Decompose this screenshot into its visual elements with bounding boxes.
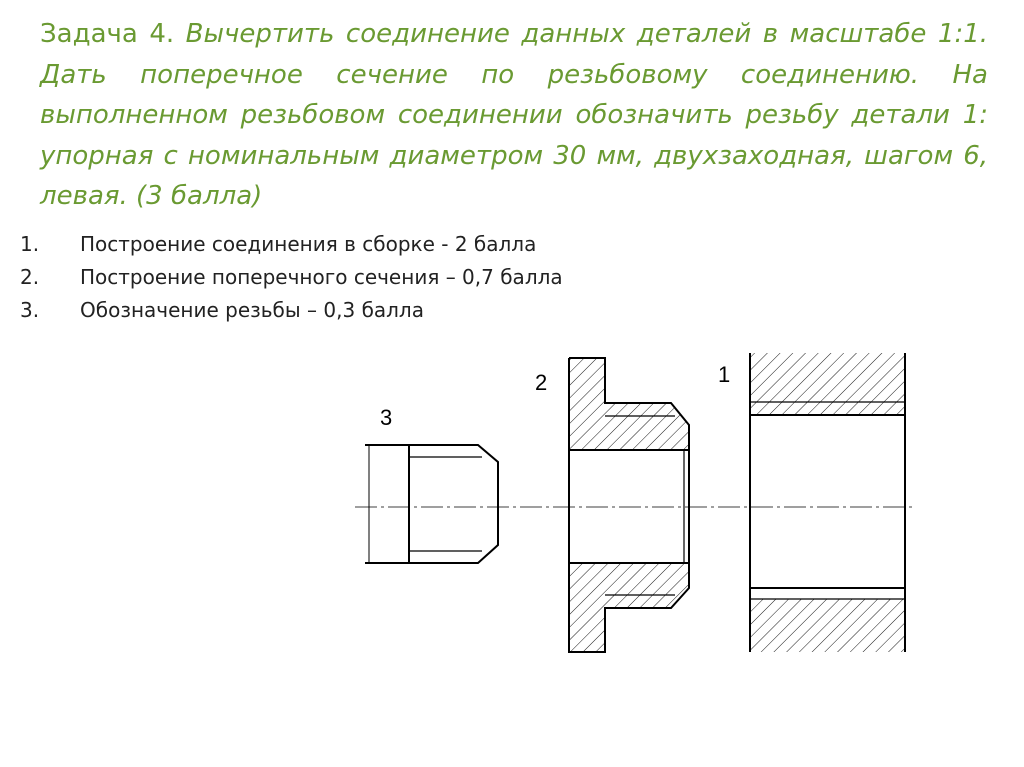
task-text: Вычертить соединение данных деталей в масштабе 1:1. Дать поперечное сечение по резьбовому соединению. На выполненном резьбовом соединении обозначить резьбу детали 1: упорная с номинальным диаметром 30 мм, двухзаходная, шагом 6, левая. (3 балла) xyxy=(40,19,989,211)
list-item-number: 2. xyxy=(20,265,40,289)
task-statement xyxy=(40,14,988,217)
list-item-number: 3. xyxy=(20,298,40,322)
list-item-text: Построение соединения в сборке - 2 балла xyxy=(80,232,537,256)
list-item-text: Построение поперечного сечения – 0,7 балла xyxy=(80,265,563,289)
part-1 xyxy=(750,353,905,652)
part-label-2: 2 xyxy=(535,370,548,395)
part-3 xyxy=(365,445,498,563)
task-number: Задача 4. xyxy=(40,19,186,49)
criteria-list xyxy=(20,228,563,327)
list-item xyxy=(20,228,563,261)
list-item xyxy=(20,261,563,294)
list-item-number: 1. xyxy=(20,232,40,256)
technical-drawing xyxy=(340,345,930,657)
part-2 xyxy=(569,358,689,652)
part-label-1: 1 xyxy=(718,362,731,387)
list-item xyxy=(20,294,563,327)
part-label-3: 3 xyxy=(380,405,393,430)
list-item-text: Обозначение резьбы – 0,3 балла xyxy=(80,298,424,322)
